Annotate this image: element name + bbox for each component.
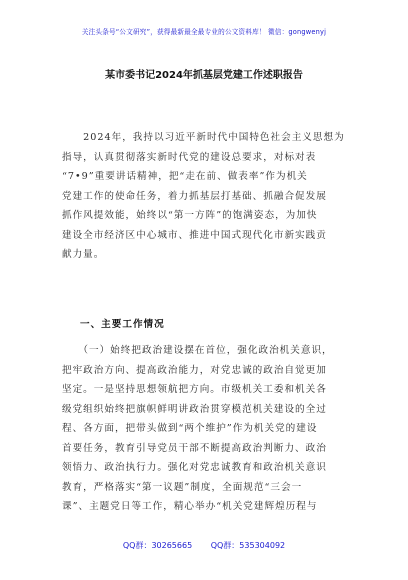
text-line: 课”、主题党日等工作，精心举办“机关党建辉煌历程与 [62, 501, 318, 512]
qq-group-2: QQ群：535304092 [210, 541, 286, 550]
body-paragraph [62, 341, 348, 517]
text-line: 党建工作的使命任务，着力抓基层打基础、抓融合促发展 [62, 190, 327, 202]
text-line: 首要任务，教育引导党员干部不断提高政治判断力、政治 [62, 442, 327, 454]
text-line: 程、各方面，把带头做到“两个维护”作为机关党的建设 [62, 423, 318, 434]
header-banner: 关注头条号“公文研究”，获得最新最全最专业的公文资料库！ 微信：gongwenyj [81, 28, 327, 36]
text-line: 级党组织始终把旗帜鲜明讲政治贯穿模范机关建设的全过 [62, 403, 327, 415]
section-heading: 一、主要工作情况 [80, 319, 165, 330]
text-line: 领悟力、政治执行力。强化对党忠诚教育和政治机关意识 [62, 462, 327, 473]
text-line: 教育，严格落实“第一议题”制度，全面规范“三会一 [62, 481, 303, 493]
qq-group-1: QQ群：30265665 [122, 541, 193, 550]
text-line: 建设全市经济区中心城市、推进中国式现代化市新实践贡 [62, 229, 327, 241]
text-line: “7•9”重要讲话精神，把“走在前、做表率”作为机关 [62, 171, 308, 182]
text-line: 坚定。一是坚持思想领航把方向。市级机关工委和机关各 [62, 384, 327, 395]
text-line: 2024年，我持以习近平新时代中国特色社会主义思想为 [62, 132, 345, 143]
text-line: 献力量。 [62, 249, 105, 260]
text-line: 抓作风提效能，始终以“第一方阵”的饱满姿态，为加快 [62, 210, 318, 221]
page-title: 某市委书记2024年抓基层党建工作述职报告 [105, 70, 303, 81]
intro-paragraph [62, 128, 348, 265]
footer [0, 540, 408, 551]
text-line: 指导，认真贯彻落实新时代党的建设总要求，对标对表 [62, 151, 317, 163]
text-line: 把牢政治方向、提高政治能力，对党忠诚的政治自觉更加 [62, 364, 327, 376]
text-line: （一）始终把政治建设摆在首位，强化政治机关意识， [62, 345, 333, 356]
